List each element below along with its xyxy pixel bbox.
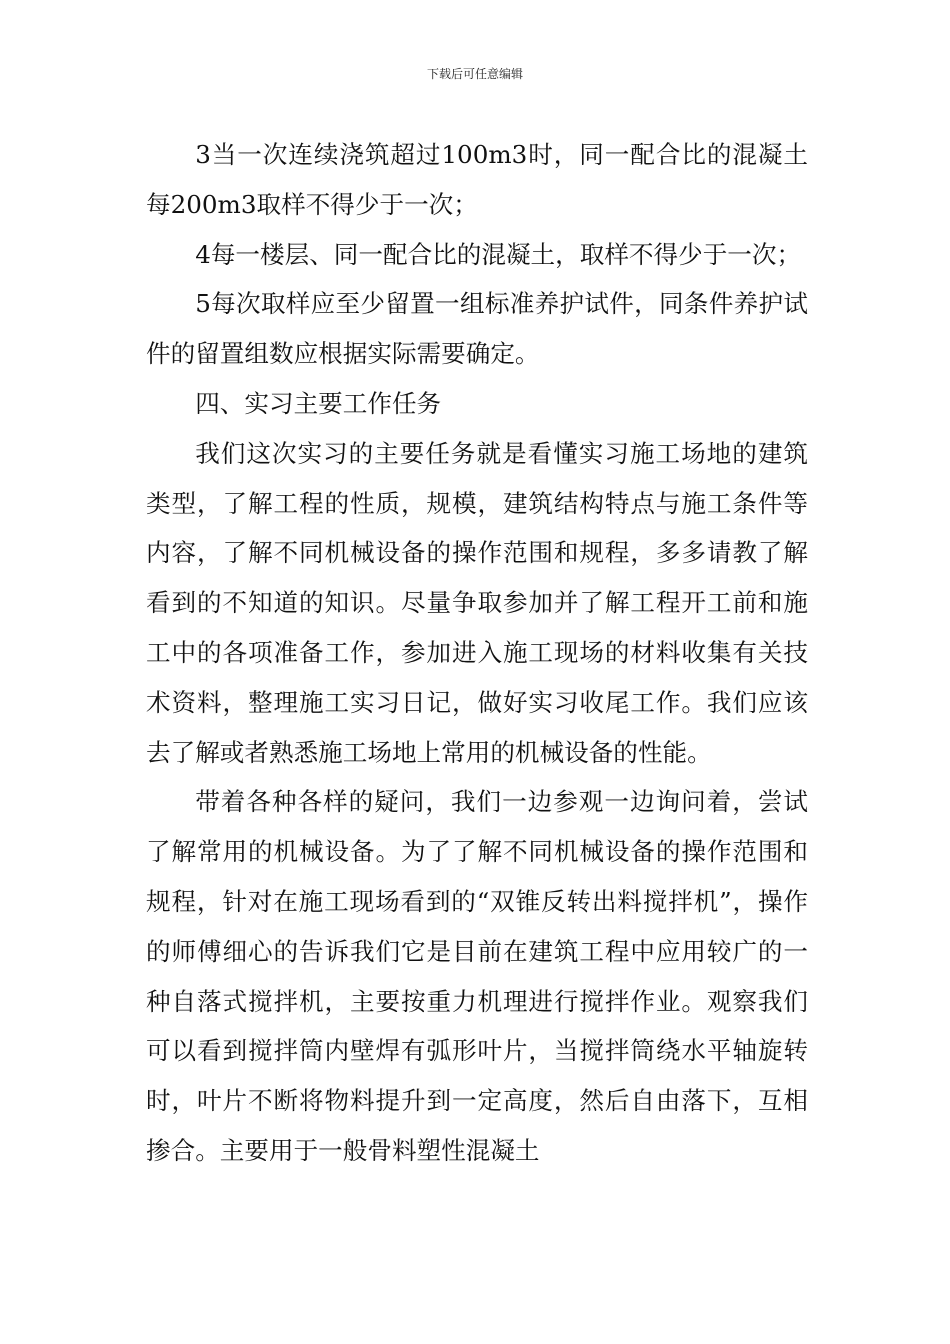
document-body (146, 130, 808, 1176)
page-header: 下载后可任意编辑 (426, 67, 523, 81)
paragraph-sampling-rule-3: 3当一次连续浇筑超过100m3时，同一配合比的混凝土每200m3取样不得少于一次； (146, 140, 808, 219)
paragraph-sampling-rule-4: 4每一楼层、同一配合比的混凝土，取样不得少于一次； (195, 239, 802, 269)
paragraph-main-tasks: 我们这次实习的主要任务就是看懂实习施工场地的建筑类型，了解工程的性质，规模，建筑结构特点与施工条件等内容，了解不同机械设备的操作范围和规程，多多请教了解看到的不知道的知识。尽量争取参加并了解工程开工前和施工中的各项准备工作，参加进入施工现场的材料收集有关技术资料，整理施工实习日记，做好实习收尾工作。我们应该去了解或者熟悉施工场地上常用的机械设备的性能。 (146, 438, 808, 767)
paragraph-sampling-rule-5: 5每次取样应至少留置一组标准养护试件，同条件养护试件的留置组数应根据实际需要确定。 (146, 289, 808, 369)
paragraph-mixer-description: 带着各种各样的疑问，我们一边参观一边询问着，尝试了解常用的机械设备。为了了解不同机械设备的操作范围和规程，针对在施工现场看到的“双锥反转出料搅拌机”，操作的师傅细心的告诉我们它是目前在建筑工程中应用较广的一种自落式搅拌机，主要按重力机理进行搅拌作业。观察我们可以看到搅拌筒内壁焊有弧形叶片，当搅拌筒绕水平轴旋转时，叶片不断将物料提升到一定高度，然后自由落下，互相掺合。主要用于一般骨料塑性混凝土 (146, 787, 808, 1165)
section-heading: 四、实习主要工作任务 (195, 388, 442, 418)
